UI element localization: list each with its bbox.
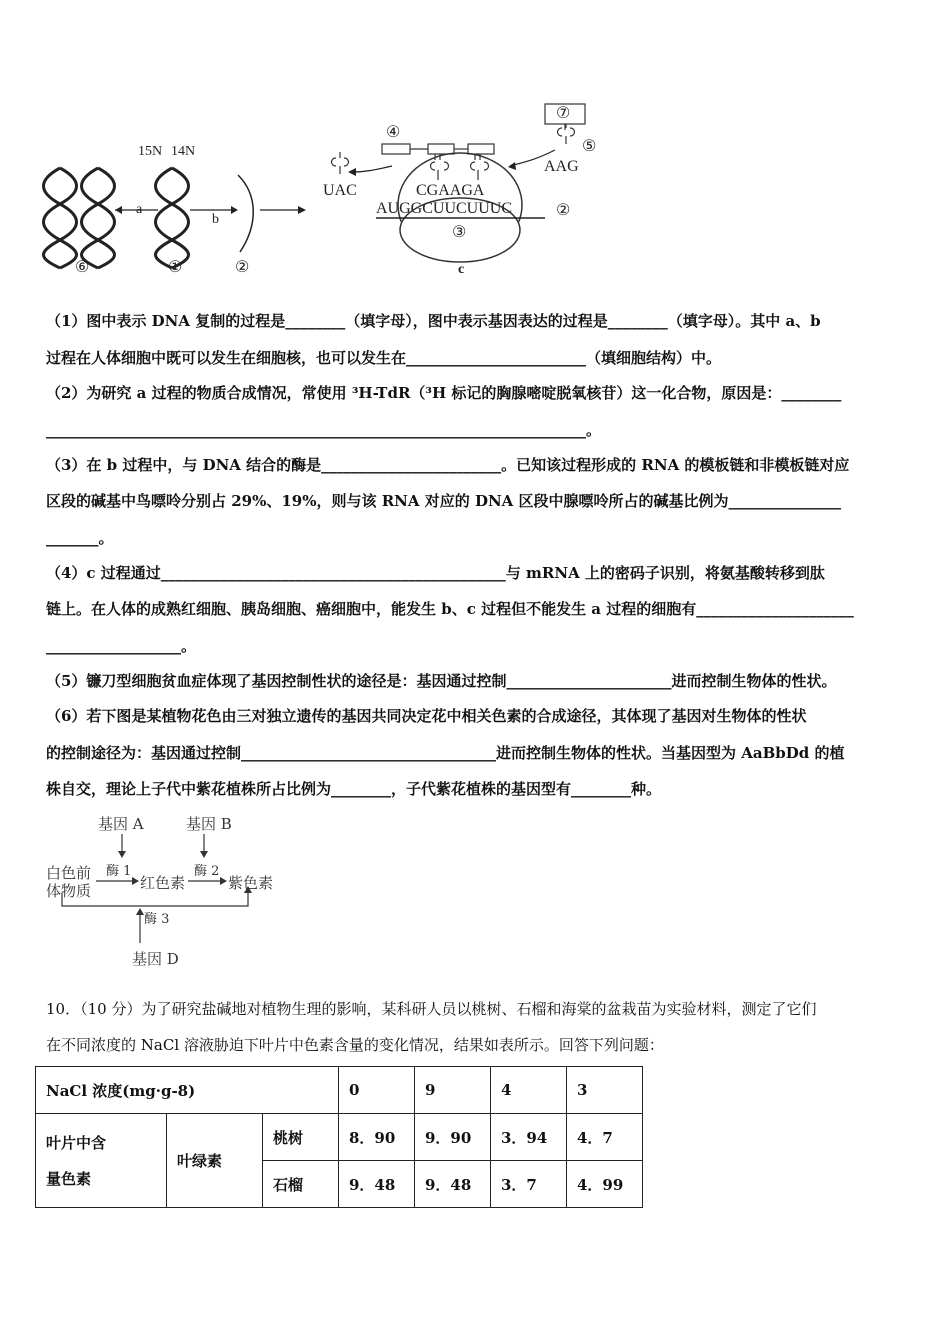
header-label: NaCl 浓度(mg·g-8) <box>36 1067 339 1114</box>
table-cell: 3．7 <box>491 1161 567 1208</box>
q4-line1: （4）c 过程通过______________________________________________与 mRNA 上的密码子识别，将氨基酸转移到肽 <box>46 564 825 582</box>
circle-1-label: ① <box>168 259 183 276</box>
table-cell: 3．94 <box>491 1114 567 1161</box>
table-cell: 4．7 <box>567 1114 643 1161</box>
q4-line2: 链上。在人体的成熟红细胞、胰岛细胞、癌细胞中，能发生 b、c 过程但不能发生 a 过程的细胞有_____________________ <box>46 600 854 618</box>
plant-label: 石榴 <box>263 1161 339 1208</box>
q6-line2: 的控制途径为：基因通过控制__________________________________进而控制生物体的性状。当基因型为 AaBbDd 的植 <box>46 744 845 762</box>
aag-label: AAG <box>544 158 579 175</box>
circle-6-label: ⑥ <box>75 259 90 276</box>
q1-line2: 过程在人体细胞中既可以发生在细胞核，也可以发生在________________________（填细胞结构）中。 <box>46 349 722 367</box>
q3-line1: （3）在 b 过程中，与 DNA 结合的酶是________________________。已知该过程形成的 RNA 的模板链和非模板链对应 <box>46 456 850 474</box>
purple-pigment: 紫色素 <box>228 874 274 892</box>
mrna-sequence: AUGGCUUCUUUC <box>376 200 513 217</box>
q3-line2: 区段的碱基中鸟嘌呤分别占 29%、19%，则与该 RNA 对应的 DNA 区段中腺嘌呤所占的碱基比例为_______________ <box>46 492 842 510</box>
anticodons-label: CGAAGA <box>416 182 485 199</box>
n15-label: 15N <box>138 144 163 159</box>
conc-2: 4 <box>491 1067 567 1114</box>
group-label-1: 叶片中含 <box>46 1133 107 1152</box>
gene-a: 基因 A <box>98 815 144 833</box>
enzyme-3: 酶 3 <box>144 912 170 927</box>
circle-4-label: ④ <box>386 124 401 141</box>
n14-label: 14N <box>171 144 196 159</box>
table-cell: 9．90 <box>415 1114 491 1161</box>
circle-5-label: ⑤ <box>582 138 597 155</box>
circle-2b-label: ② <box>556 202 571 219</box>
enzyme-2: 酶 2 <box>194 864 220 879</box>
circle-2-label: ② <box>235 259 250 276</box>
uac-label: UAC <box>323 182 357 199</box>
helix-1 <box>156 168 189 268</box>
circle-7-label: ⑦ <box>556 105 571 122</box>
arrow-b-label: b <box>212 212 219 227</box>
plant-label: 桃树 <box>263 1114 339 1161</box>
arrow-a-label: a <box>136 202 143 217</box>
group-label <box>36 1114 167 1208</box>
conc-3: 3 <box>567 1067 643 1114</box>
pathway-figure <box>40 808 300 973</box>
enzyme-1: 酶 1 <box>106 864 132 879</box>
q6-line3: 株自交，理论上子代中紫花植株所占比例为________，子代紫花植株的基因型有________种。 <box>46 780 662 798</box>
q10-line1: 10．（10 分）为了研究盐碱地对植物生理的影响，某科研人员以桃树、石榴和海棠的盆栽苗为实验材料，测定了它们 <box>46 1000 817 1018</box>
white-precursor-1: 白色前 <box>46 864 92 882</box>
table-cell: 4．99 <box>567 1161 643 1208</box>
c-label: c <box>458 262 465 277</box>
red-pigment: 红色素 <box>140 874 186 892</box>
table-cell: 9．48 <box>415 1161 491 1208</box>
q4-line3: __________________。 <box>46 637 197 655</box>
group-label-2: 量色素 <box>46 1169 92 1188</box>
conc-1: 9 <box>415 1067 491 1114</box>
gene-b: 基因 B <box>186 815 232 833</box>
pigment-label: 叶绿素 <box>167 1114 263 1208</box>
table-cell: 8．90 <box>339 1114 415 1161</box>
q10-line2: 在不同浓度的 NaCl 溶液胁迫下叶片中色素含量的变化情况，结果如表所示。回答下列问题： <box>46 1036 664 1054</box>
q2-line2: ________________________________________________________________________。 <box>46 421 602 439</box>
circle-3-label: ③ <box>452 224 467 241</box>
white-precursor-2: 体物质 <box>46 882 92 900</box>
q2-line1: （2）为研究 a 过程的物质合成情况，常使用 ³H-TdR（³H 标记的胸腺嘧啶脱氧核苷）这一化合物，原因是：________ <box>46 384 842 402</box>
conc-0: 0 <box>339 1067 415 1114</box>
dna-figure <box>40 100 660 285</box>
q5-line1: （5）镰刀型细胞贫血症体现了基因控制性状的途径是：基因通过控制______________________进而控制生物体的性状。 <box>46 672 837 690</box>
q6-line1: （6）若下图是某植物花色由三对独立遗传的基因共同决定花中相关色素的合成途径，其体现了基因对生物体的性状 <box>46 707 807 725</box>
q3-line3: _______。 <box>46 529 114 547</box>
pigment-table <box>35 1066 643 1208</box>
table-row <box>36 1114 643 1161</box>
q1-line1: （1）图中表示 DNA 复制的过程是________（填字母），图中表示基因表达的过程是________（填字母）。其中 a、b <box>46 312 821 330</box>
table-row <box>36 1067 643 1114</box>
table-cell: 9．48 <box>339 1161 415 1208</box>
helix-6a <box>44 168 77 268</box>
helix-6b <box>82 168 115 268</box>
gene-d: 基因 D <box>132 950 179 968</box>
